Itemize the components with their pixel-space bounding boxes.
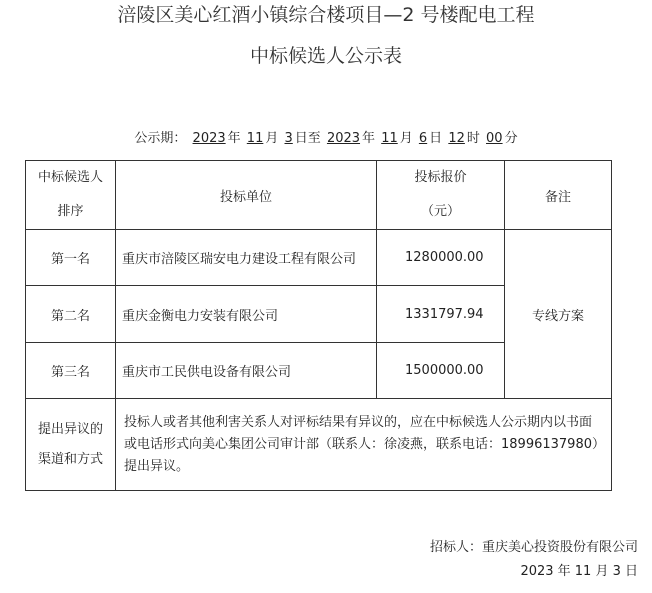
candidate-table — [25, 160, 612, 491]
period-end-month: 11 — [381, 131, 398, 146]
objection-label-line2: 渠道和方式 — [37, 451, 103, 467]
objection-label-line1: 提出异议的 — [37, 421, 103, 437]
rank-cell: 第一名 — [26, 230, 116, 286]
price-cell: 1280000.00 — [377, 230, 505, 286]
header-rank-line2: 排序 — [57, 204, 84, 219]
rank-cell: 第二名 — [26, 286, 116, 343]
publicity-period — [0, 131, 652, 147]
table-header-row — [26, 161, 612, 230]
tenderer-signature: 招标人：重庆美心投资股份有限公司 — [429, 540, 638, 555]
bidder-cell: 重庆金衡电力安装有限公司 — [116, 286, 377, 343]
objection-row — [26, 399, 612, 491]
period-start-year: 2023 — [192, 131, 226, 146]
period-text: 月 — [265, 131, 279, 146]
period-text: 月 — [399, 131, 413, 146]
period-start-month: 11 — [246, 131, 264, 146]
notice-title-project: 涪陵区美心红酒小镇综合楼项目—2 号楼配电工程 — [117, 4, 535, 26]
period-text: 时 — [466, 131, 480, 146]
objection-label — [26, 399, 116, 491]
price-cell: 1331797.94 — [377, 286, 505, 343]
header-bidder: 投标单位 — [116, 161, 377, 230]
period-label: 公示期： — [134, 131, 187, 146]
period-end-year: 2023 — [326, 131, 361, 146]
period-end-hour: 12 — [448, 131, 465, 146]
notice-date: 2023 年 11 月 3 日 — [520, 564, 638, 579]
header-rank-line1: 中标候选人 — [37, 170, 103, 185]
period-end-minute: 00 — [486, 131, 503, 146]
bidder-cell: 重庆市工民供电设备有限公司 — [116, 343, 377, 399]
remark-cell: 专线方案 — [505, 230, 612, 399]
header-rank — [26, 161, 116, 230]
period-text: 年 — [227, 131, 241, 146]
header-price-line1: 投标报价 — [414, 170, 467, 185]
period-text: 年 — [362, 131, 376, 146]
header-price — [377, 161, 505, 230]
period-start-day: 3 — [284, 131, 293, 146]
period-text: 分 — [504, 131, 518, 146]
period-text: 日至 — [294, 131, 321, 146]
objection-text: 投标人或者其他利害关系人对评标结果有异议的，应在中标候选人公示期内以书面或电话形式向美心集团公司审计部（联系人：徐凌燕，联系电话：18996137980）提出异议。 — [116, 399, 612, 491]
notice-title: 中标候选人公示表 — [249, 45, 402, 67]
bidder-cell: 重庆市涪陵区瑞安电力建设工程有限公司 — [116, 230, 377, 286]
rank-cell: 第三名 — [26, 343, 116, 399]
header-price-line2: （元） — [420, 204, 460, 219]
period-text: 日 — [429, 131, 443, 146]
table-row — [26, 230, 612, 286]
period-end-day: 6 — [418, 131, 428, 146]
price-cell: 1500000.00 — [377, 343, 505, 399]
header-remark: 备注 — [505, 161, 612, 230]
